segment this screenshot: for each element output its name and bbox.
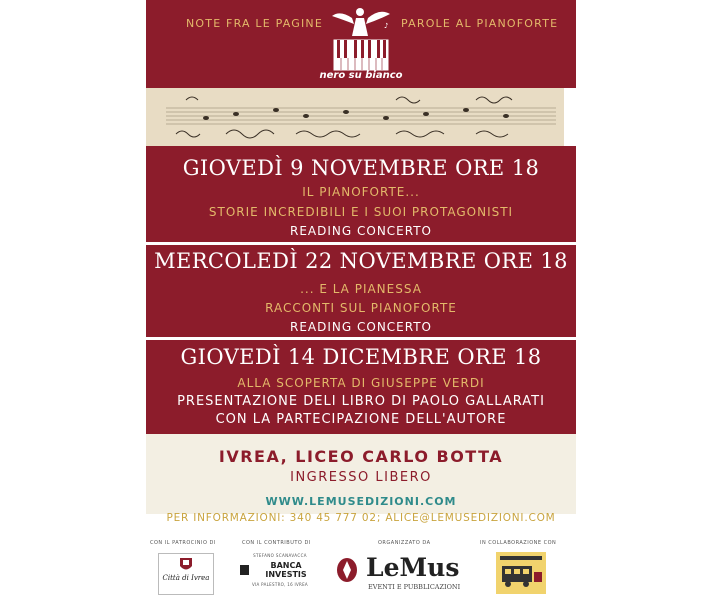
event-2-subtitle: RACCONTI SUL PIANOFORTE xyxy=(265,301,457,315)
manuscript-strip xyxy=(146,88,576,146)
lemus-logo xyxy=(332,549,472,597)
event-1-date: GIOVEDÌ 9 NOVEMBRE ORE 18 xyxy=(182,156,540,180)
manuscript-image xyxy=(146,88,576,146)
tagline-left: NOTE FRA LE PAGINE xyxy=(186,17,323,30)
label-patrocinio: CON IL PATROCINIO DI xyxy=(150,540,216,546)
event-1 xyxy=(146,150,576,242)
venue-section xyxy=(146,434,576,514)
label-contributo: CON IL CONTRIBUTO DI xyxy=(242,540,311,546)
bus-icon xyxy=(496,552,546,594)
contact-info: PER INFORMAZIONI: 340 45 777 02; ALICE@LEMUSEDIZIONI.COM xyxy=(166,512,556,524)
event-poster xyxy=(146,0,576,600)
lemus-name: LeMus xyxy=(366,553,460,582)
event-3 xyxy=(146,340,576,434)
tagline-right: PAROLE AL PIANOFORTE xyxy=(401,17,559,30)
citta-text: Città di Ivrea xyxy=(162,574,210,582)
venue-place: IVREA, LICEO CARLO BOTTA xyxy=(218,447,504,466)
lemus-crest-icon xyxy=(336,557,358,583)
banca-investis-logo xyxy=(240,553,320,595)
event-1-title: IL PIANOFORTE... xyxy=(302,185,420,199)
event-1-subtitle: STORIE INCREDIBILI E I SUOI PROTAGONISTI xyxy=(208,205,514,219)
event-3-presentation: PRESENTAZIONE DELI LIBRO DI PAOLO GALLARATI xyxy=(177,394,545,409)
citta-ivrea-logo xyxy=(158,553,214,595)
bank-owner: STEFANO SCANAVACCA xyxy=(253,553,307,558)
event-3-title: ALLA SCOPERTA DI GIUSEPPE VERDI xyxy=(237,376,485,390)
logo-text: nero su bianco xyxy=(319,70,403,81)
svg-text:♪: ♪ xyxy=(384,22,389,30)
lemus-subtitle: EVENTI E PUBBLICAZIONI xyxy=(368,583,461,591)
footer-sponsors xyxy=(146,535,576,600)
event-3-author: CON LA PARTECIPAZIONE DELL'AUTORE xyxy=(215,412,507,427)
event-1-type: READING CONCERTO xyxy=(290,224,432,238)
event-2-date: MERCOLEDÌ 22 NOVEMBRE ORE 18 xyxy=(154,249,568,273)
website-link[interactable]: WWW.LEMUSEDIZIONI.COM xyxy=(265,495,457,508)
label-organizzato: ORGANIZZATO DA xyxy=(378,540,431,546)
bank-icon xyxy=(240,565,249,575)
label-collaborazione: IN COLLABORAZIONE CON xyxy=(480,540,557,546)
bank-name: BANCA INVESTIS xyxy=(265,561,307,579)
venue-entry: INGRESSO LIBERO xyxy=(290,470,432,485)
event-2-type: READING CONCERTO xyxy=(290,320,432,334)
poster-header xyxy=(146,0,576,150)
event-2 xyxy=(146,245,576,337)
crest-icon xyxy=(179,557,193,573)
bank-address: VIA PALESTRO, 16 IVREA xyxy=(252,582,308,587)
event-3-date: GIOVEDÌ 14 DICEMBRE ORE 18 xyxy=(180,345,542,369)
event-2-title: ... E LA PIANESSA xyxy=(300,282,422,296)
collaboration-logo xyxy=(496,552,546,594)
